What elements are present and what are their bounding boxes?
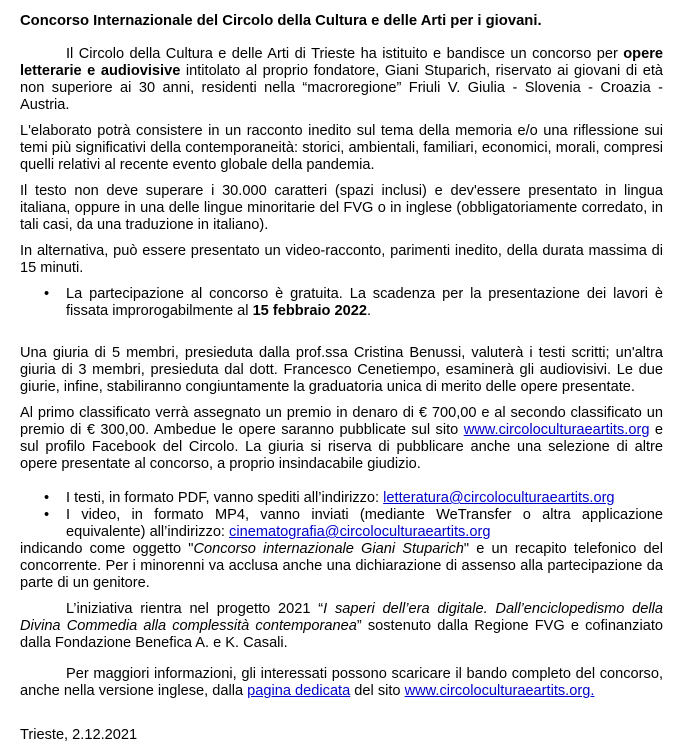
intro-text: Il Circolo della Cultura e delle Arti di Trieste ha istituito e bandisce un concorso per	[66, 46, 624, 62]
project-text: L’iniziativa rientra nel progetto 2021 “	[66, 601, 324, 617]
letteratura-email-link[interactable]: letteratura@circoloculturaeartits.org	[383, 490, 615, 506]
subject-italic: Concorso internazionale Giani Stuparich	[193, 541, 464, 557]
site-link-footer[interactable]: www.circoloculturaeartits.org.	[404, 683, 595, 699]
dedicated-page-link[interactable]: pagina dedicata	[247, 683, 351, 699]
deadline-item	[66, 286, 663, 320]
paragraph-intro	[20, 46, 663, 114]
paragraph-topic: L'elaborato potrà consistere in un racconto inedito sul tema della memoria e/o una riflessione sui temi più significativi della contemporaneità: storici, ambientali, familiari, economici, morali, compresi quelli relativi al recente evento globale della pandemia.	[20, 123, 663, 173]
paragraph-jury: Una giuria di 5 membri, presieduta dalla prof.ssa Cristina Benussi, valuterà i testi scritti; un'altra giuria di 3 membri, presieduta dal dott. Francesco Cenetiempo, esaminerà gli audiovisivi. Le due giurie, infine, stabiliranno congiuntamente la graduatoria unica di merito delle opere presentate.	[20, 345, 663, 395]
project-text-end: ” sostenuto dalla Regione FVG e cofinanziato dalla Fondazione Benefica A. e K. Casali.	[20, 618, 663, 651]
info-text: Per maggiori informazioni, gli interessati possono scaricare il bando completo del concorso, anche nella versione inglese, dalla	[20, 666, 663, 699]
submission-item-videos	[66, 507, 663, 541]
intro-text-end: intitolato al proprio fondatore, Giani Stuparich, riservato ai giovani di età non superiore ai 30 anni, residenti nella “macroregione” Friuli V. Giulia - Slovenia - Croazia - Austria.	[20, 63, 664, 113]
deadline-date: 15 febbraio 2022	[252, 303, 367, 319]
paragraph-length: Il testo non deve superare i 30.000 caratteri (spazi inclusi) e dev'essere presentato in lingua italiana, oppure in una delle lingue minoritarie del FVG o in inglese (obbligatoriamente corredato, in tali casi, da una traduzione in italiano).	[20, 183, 663, 233]
subject-text-end: " e un recapito telefonico del concorrente. Per i minorenni va acclusa anche una dichiarazione di assenso alla partecipazione da parte di un genitore.	[20, 541, 664, 591]
intro-bold: opere letterarie e audiovisive	[20, 46, 663, 79]
deadline-list	[20, 286, 663, 320]
paragraph-info	[20, 666, 663, 700]
site-link[interactable]: www.circoloculturaeartits.org	[463, 422, 650, 438]
info-text-mid: del sito	[350, 683, 405, 699]
document-page	[20, 12, 663, 709]
project-italic: I saperi dell’era digitale. Dall’enciclopedismo della Divina Commedia alla complessità contemporanea	[20, 601, 663, 634]
prize-text: Al primo classificato verrà assegnato un premio in denaro di € 700,00 e al secondo classificato un premio di € 300,00. Ambedue le opere saranno pubblicate sul sito	[20, 405, 663, 438]
deadline-end: .	[366, 303, 372, 319]
deadline-text: La partecipazione al concorso è gratuita. La scadenza per la presentazione dei lavori è fissata improrogabilmente al	[66, 286, 663, 319]
texts-label: I testi, in formato PDF, vanno spediti all’indirizzo:	[66, 490, 384, 506]
document-title: Concorso Internazionale del Circolo della Cultura e delle Arti per i giovani.	[20, 13, 542, 29]
paragraph-prize	[20, 405, 663, 473]
paragraph-project	[20, 601, 663, 652]
cinematografia-email-link[interactable]: cinematografia@circoloculturaeartits.org	[229, 524, 491, 540]
paragraph-video: In alternativa, può essere presentato un video-racconto, parimenti inedito, della durata massima di 15 minuti.	[20, 243, 663, 276]
prize-text-end: e sul profilo Facebook del Circolo. La giuria si riserva di pubblicare anche una selezione di altre opere presentate al concorso, a proprio insindacabile giudizio.	[20, 422, 664, 472]
subject-text: indicando come oggetto "	[20, 541, 194, 557]
submission-list	[20, 490, 663, 541]
paragraph-subject	[20, 541, 663, 592]
submission-item-texts	[66, 490, 663, 507]
videos-label: I video, in formato MP4, vanno inviati (mediante WeTransfer o altra applicazione equivalente) all’indirizzo:	[66, 507, 663, 540]
signature-date: Trieste, 2.12.2021	[20, 727, 138, 743]
